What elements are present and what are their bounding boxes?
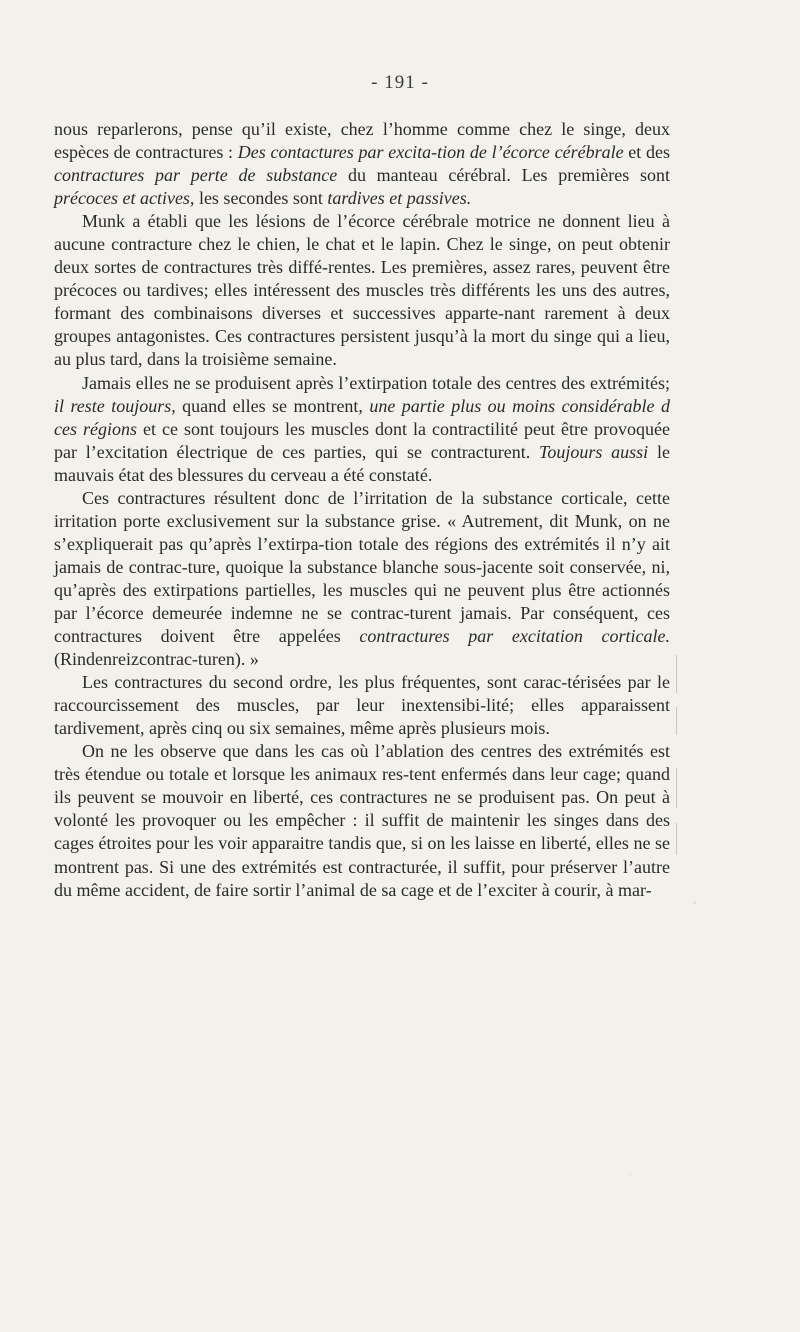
text-run: les secondes sont (194, 188, 328, 209)
scan-speck (629, 1173, 631, 1175)
margin-scan-mark (676, 707, 683, 735)
text-run: Ces contractures résultent donc de l’irritation de la substance corticale, cette irritation porte exclusivement sur la substance grise. « Autrement, dit Munk, on ne s’expliquerait pas qu’après l’extirpa-tion totale des régions des extrémités il n’y ait jamais de contrac-ture, quoique la substance blanche sous-jacente soit conservée, ni, qu’après des extirpations partielles, les muscles qui ne peuvent plus être actionnés par l’écorce demeurée indemne ne se contrac-turent jamais. Par conséquent, ces contractures doivent être appelées (54, 487, 670, 647)
body-text (54, 118, 670, 902)
margin-scan-mark (676, 823, 683, 855)
paragraph-2 (54, 210, 670, 371)
text-run: du manteau cérébral. Les premières sont (337, 165, 670, 186)
text-run: et ce sont toujours les muscles dont la contractilité peut être provoquée par l’excitation électrique de ces parties, qui se contracturent. (54, 418, 670, 462)
text-run: Munk a établi que les lésions de l’écorce cérébrale motrice ne donnent lieu à aucune contracture chez le chien, le chat et le lapin. Chez le singe, on peut obtenir deux sortes de contractures très diffé-rentes. Les premières, assez rares, peuvent être précoces ou tardives; elles intéressent des muscles très différents les uns des autres, formant des combinaisons diverses et successives apparte-nant rarement à deux groupes antagonistes. Ces contractures persistent jusqu’à la mort du singe qui a lieu, au plus tard, dans la troisième semaine. (54, 211, 670, 370)
italic-text-run: Des contactures par excita-tion de l’écorce cérébrale (237, 142, 624, 163)
paragraph-6 (54, 740, 670, 901)
margin-scan-mark (676, 768, 683, 808)
page-number: - 191 - (371, 72, 429, 93)
text-run: nous reparlerons, pense qu’il existe, chez l’homme comme chez le singe, deux espèces de contractures : (54, 119, 670, 163)
italic-text-run: précoces et actives, (54, 188, 195, 209)
text-run: le mauvais état des blessures du cerveau a été constaté. (54, 441, 670, 485)
text-run: Jamais elles ne se produisent après l’extirpation totale des centres des extrémités; (82, 372, 670, 393)
italic-text-run: tardives et passives. (327, 188, 472, 209)
paragraph-3 (54, 372, 670, 487)
margin-scan-mark (676, 655, 683, 693)
italic-text-run: contractures par excitation corticale. (359, 626, 670, 647)
text-run: quand elles se montrent, (175, 395, 370, 416)
paragraph-1 (54, 118, 670, 210)
scan-speck (693, 901, 696, 904)
italic-text-run: Toujours aussi (539, 441, 649, 462)
text-run: (Rindenreizcontrac-turen). » (54, 649, 259, 670)
text-run: Les contractures du second ordre, les plus fréquentes, sont carac-térisées par le raccourcissement des muscles, par leur inextensibi-lité; elles apparaissent tardivement, après cinq ou six semaines, même après plusieurs mois. (54, 672, 670, 739)
paragraph-4 (54, 487, 670, 671)
italic-text-run: il reste toujours, (54, 395, 176, 416)
italic-text-run: une partie plus ou moins considérable d ces régions (54, 395, 670, 439)
text-run: On ne les observe que dans les cas où l’ablation des centres des extrémités est très étendue ou totale et lorsque les animaux res-tent enfermés dans leur cage; quand ils peuvent se mouvoir en liberté, ces contractures ne se produisent pas. On peut à volonté les provoquer ou les empêcher : il suffit de maintenir les singes dans des cages étroites pour les voir apparaitre tandis que, si on les laisse en liberté, elles ne se montrent pas. Si une des extrémités est contracturée, il suffit, pour préserver l’autre du même accident, de faire sortir l’animal de sa cage et de l’exciter à courir, à mar- (54, 741, 670, 900)
paragraph-5 (54, 671, 670, 740)
italic-text-run: contractures par perte de substance (54, 165, 338, 186)
text-run: et des (623, 142, 670, 163)
